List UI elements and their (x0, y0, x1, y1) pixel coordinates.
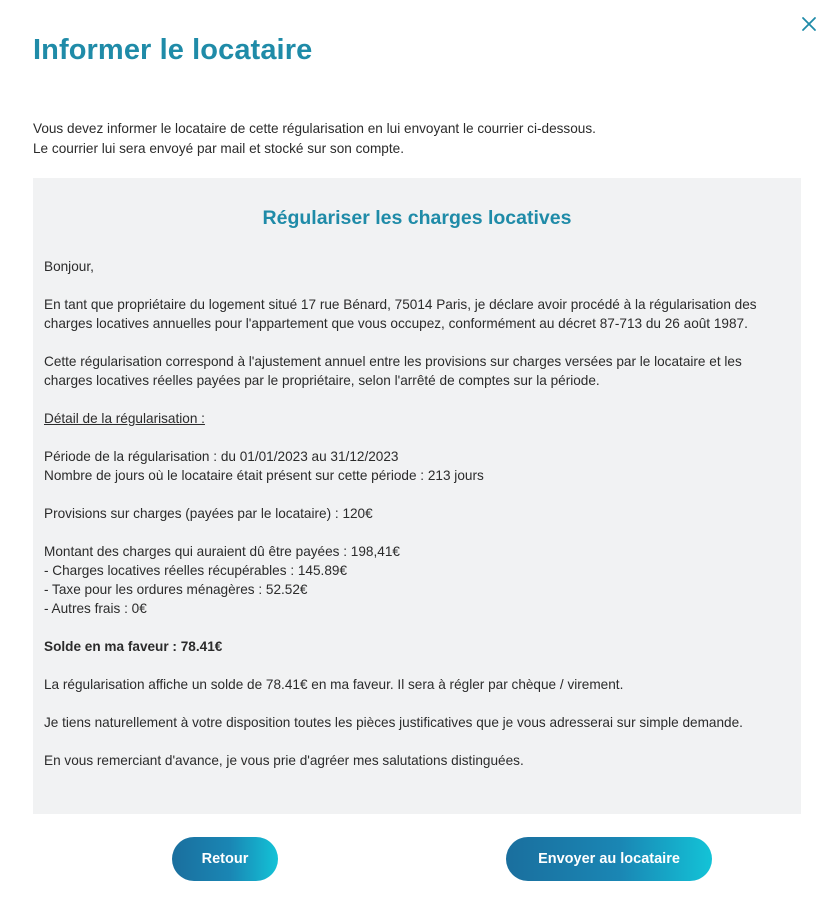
amount-due-line: Montant des charges qui auraient dû être payées : 198,41€ (44, 544, 400, 559)
letter-paragraph-1: En tant que propriétaire du logement situé 17 rue Bénard, 75014 Paris, je déclare avoir procédé à la régularisation des charges locatives annuelles pour l'appartement que vous occupez, conformément au décret 87-713 du 26 août 1987. (44, 297, 757, 331)
letter-paragraph-4: Je tiens naturellement à votre disposition toutes les pièces justificatives que je vous adresserai sur simple demande. (44, 715, 743, 730)
letter-title: Régulariser les charges locatives (262, 207, 572, 229)
period-block (44, 447, 790, 485)
period-line: Période de la régularisation : du 01/01/2023 au 31/12/2023 (44, 449, 399, 464)
close-button[interactable] (799, 14, 819, 34)
intro-line-1: Vous devez informer le locataire de cette régularisation en lui envoyant le courrier ci-dessous. (33, 121, 596, 136)
letter-preview (33, 178, 801, 814)
charge-line-recoverable: - Charges locatives réelles récupérables : 145.89€ (44, 563, 348, 578)
intro-text (33, 119, 803, 159)
charge-line-other: - Autres frais : 0€ (44, 601, 147, 616)
balance-line: Solde en ma faveur : 78.41€ (44, 639, 223, 654)
modal-title: Informer le locataire (33, 34, 313, 66)
letter-paragraph-3: La régularisation affiche un solde de 78.41€ en ma faveur. Il sera à régler par chèque / virement. (44, 677, 624, 692)
letter-paragraph-2: Cette régularisation correspond à l'ajustement annuel entre les provisions sur charges versées par le locataire et les charges locatives réelles payées par le propriétaire, selon l'arrêté de comptes sur la période. (44, 354, 742, 388)
detail-heading: Détail de la régularisation : (44, 411, 205, 426)
send-to-tenant-button[interactable]: Envoyer au locataire (506, 837, 712, 881)
close-icon (799, 14, 819, 34)
days-line: Nombre de jours où le locataire était présent sur cette période : 213 jours (44, 468, 484, 483)
letter-body (44, 257, 790, 770)
intro-line-2: Le courrier lui sera envoyé par mail et stocké sur son compte. (33, 141, 404, 156)
charge-line-waste-tax: - Taxe pour les ordures ménagères : 52.52€ (44, 582, 308, 597)
back-button[interactable]: Retour (172, 837, 278, 881)
provisions-line: Provisions sur charges (payées par le locataire) : 120€ (44, 506, 373, 521)
charges-block (44, 542, 790, 618)
letter-closing: En vous remerciant d'avance, je vous prie d'agréer mes salutations distinguées. (44, 753, 524, 768)
letter-greeting: Bonjour, (44, 259, 94, 274)
